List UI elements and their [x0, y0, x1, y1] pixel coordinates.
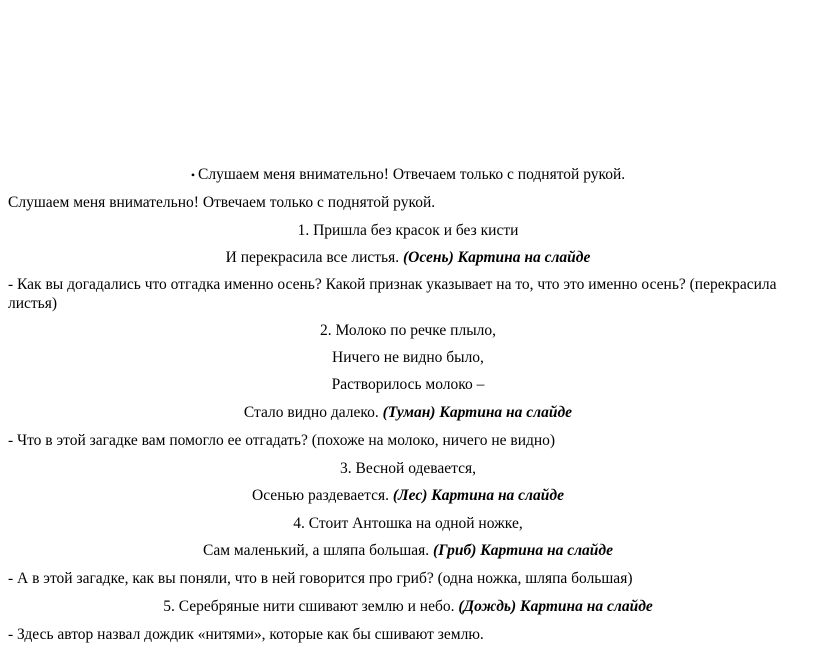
riddle2-line2: Ничего не видно было, [332, 349, 484, 366]
riddle5-question: - Здесь автор назвал дождик «нитями», которые как бы сшивают землю. [8, 626, 484, 643]
riddle2-line4-text: Стало видно далеко. [243, 404, 383, 421]
riddle2-line3: Растворилось молоко – [331, 376, 485, 393]
riddle1-answer: (Осень) Картина на слайде [403, 249, 591, 266]
riddle3-answer: (Лес) Картина на слайде [392, 487, 564, 504]
riddle2-answer: (Туман) Картина на слайде [382, 404, 573, 421]
riddle2-line4 [8, 403, 808, 422]
riddle4-line2-text: Сам маленький, а шляпа большая. [203, 542, 434, 559]
intro-paragraph: Слушаем меня внимательно! Отвечаем только с поднятой рукой. [8, 194, 436, 211]
riddle2-line1: 2. Молоко по речке плыло, [320, 322, 496, 339]
riddle2-question: - Что в этой загадке вам помогло ее отгадать? (похоже на молоко, ничего не видно) [8, 432, 556, 449]
bullet-text: Слушаем меня внимательно! Отвечаем только с поднятой рукой. [198, 166, 626, 183]
riddle3-line2 [8, 486, 808, 505]
riddle1-question: - Как вы догадались что отгадка именно осень? Какой признак указывает на то, что это именно осень? (перекрасила листья) [8, 276, 777, 312]
riddle4-line1: 4. Стоит Антошка на одной ножке, [293, 515, 523, 532]
bullet-icon: • [190, 168, 196, 182]
riddle4-answer: (Гриб) Картина на слайде [433, 542, 613, 559]
riddle1-line1: 1. Пришла без красок и без кисти [297, 222, 519, 239]
riddle1-line2-text: И перекрасила все листья. [225, 249, 404, 266]
riddle3-line1: 3. Весной одевается, [340, 460, 476, 477]
riddle5-line1 [8, 597, 808, 616]
riddle5-answer: (Дождь) Картина на слайде [458, 598, 653, 615]
riddle4-question: - А в этой загадке, как вы поняли, что в ней говорится про гриб? (одна ножка, шляпа большая) [8, 570, 633, 587]
riddle4-line2 [8, 541, 808, 560]
bullet-item [8, 165, 808, 185]
riddle5-line1-text: 5. Серебряные нити сшивают землю и небо. [163, 598, 459, 615]
riddle3-line2-text: Осенью раздевается. [252, 487, 393, 504]
riddle1-line2 [8, 248, 808, 267]
